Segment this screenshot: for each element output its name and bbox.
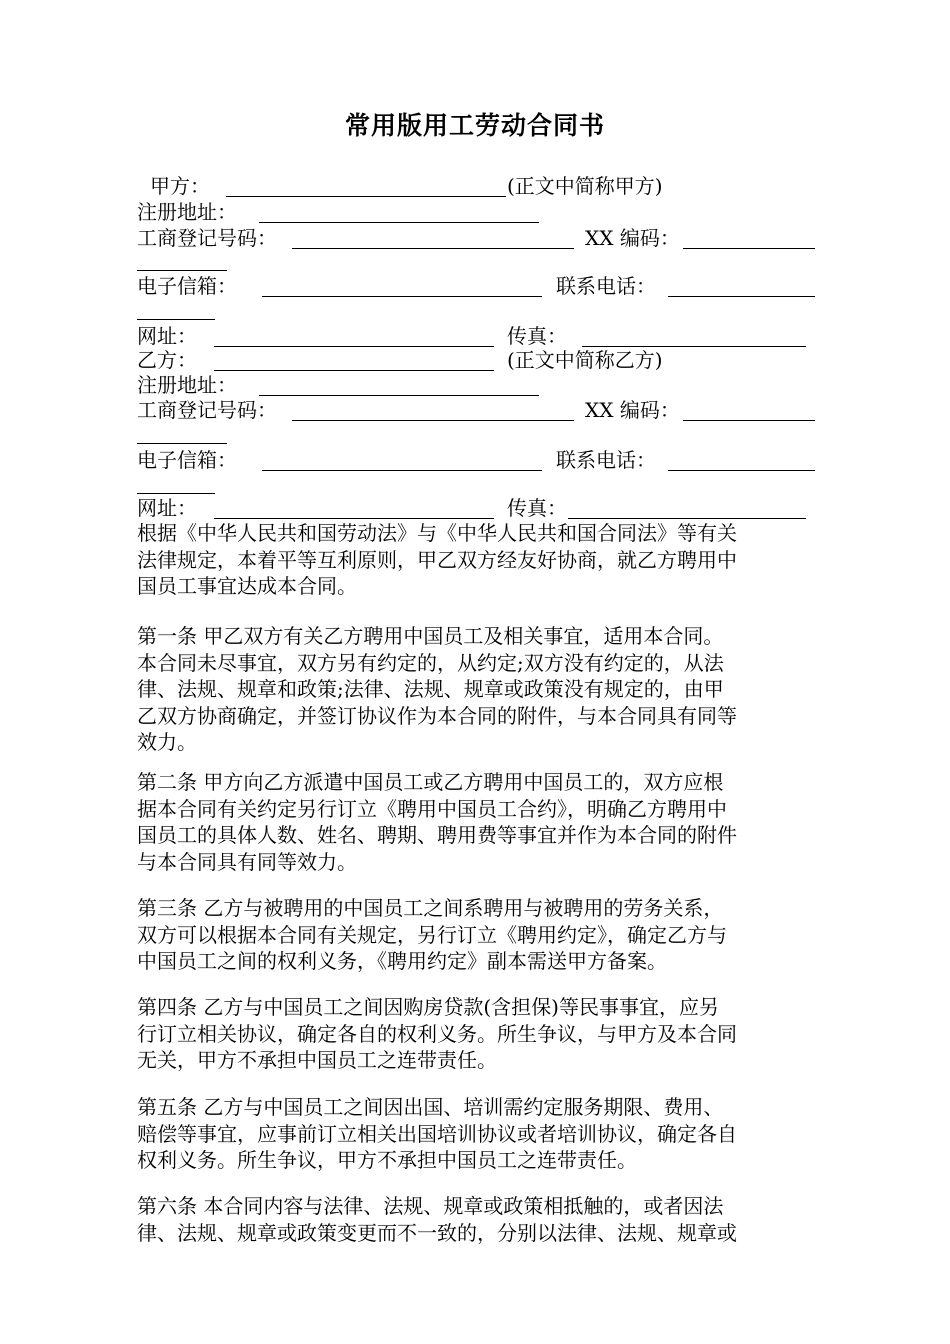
party-a-suffix: (正文中简称甲方) [507, 174, 663, 198]
party-a-address-label: 注册地址： [137, 200, 237, 224]
party-b-fax-label: 传真： [507, 496, 567, 520]
intro-line: 根据《中华人民共和国劳动法》与《中华人民共和国合同法》等有关 [137, 521, 737, 545]
party-a-web-blank [214, 346, 494, 347]
party-a-code-blank [683, 248, 815, 249]
party-a-reg-label: 工商登记号码： [137, 226, 277, 250]
party-b-web-blank [214, 518, 494, 519]
party-b-phone-label: 联系电话： [556, 448, 656, 472]
party-a-phone-blank [668, 296, 815, 297]
party-b-blank [214, 370, 494, 371]
article-line: 第三条 乙方与被聘用的中国员工之间系聘用与被聘用的劳务关系， [137, 896, 724, 920]
article-line: 第一条 甲乙双方有关乙方聘用中国员工及相关事宜，适用本合同。 [137, 624, 724, 648]
party-a-code-blank-cont [137, 270, 227, 271]
party-a-blank [226, 196, 506, 197]
article-5 [137, 1094, 817, 1174]
party-b-code-blank [683, 420, 815, 421]
article-line: 行订立相关协议，确定各自的权利义务。所生争议，与甲方及本合同 [137, 1021, 737, 1046]
article-2 [137, 769, 817, 875]
party-b-phone-blank-cont [137, 493, 215, 494]
party-a-email-label: 电子信箱： [137, 274, 237, 298]
article-line: 第六条 本合同内容与法律、法规、规章或政策相抵触的，或者因法 [137, 1194, 724, 1218]
article-1 [137, 623, 817, 756]
article-line: 中国员工之间的权利义务，《聘用约定》副本需送甲方备案。 [137, 949, 667, 973]
party-b-phone-blank [668, 470, 815, 471]
article-line: 国员工的具体人数、姓名、聘期、聘用费等事宜并作为本合同的附件 [137, 823, 737, 847]
article-line: 无关，甲方不承担中国员工之连带责任。 [137, 1048, 497, 1072]
article-4 [137, 994, 817, 1074]
article-line: 效力。 [137, 730, 197, 754]
article-line: 赔偿等事宜，应事前订立相关出国培训协议或者培训协议，确定各自 [137, 1121, 737, 1146]
party-a-web-label: 网址： [137, 324, 197, 348]
party-a-code-label: XX 编码： [585, 226, 680, 250]
party-b-email-blank [262, 470, 542, 471]
party-b-fax-blank [568, 518, 806, 519]
party-a-address-blank [259, 222, 539, 223]
party-a-email-blank [262, 296, 542, 297]
party-a-phone-label: 联系电话： [556, 274, 656, 298]
article-line: 与本合同具有同等效力。 [137, 849, 357, 874]
party-b-web-label: 网址： [137, 496, 197, 520]
party-b-address-label: 注册地址： [137, 373, 237, 397]
intro-line: 国员工事宜达成本合同。 [137, 574, 357, 598]
party-b-reg-blank [292, 420, 574, 421]
article-line: 第二条 甲方向乙方派遣中国员工或乙方聘用中国员工的，双方应根 [137, 770, 724, 794]
article-3 [137, 895, 817, 975]
document-title: 常用版用工劳动合同书 [344, 111, 605, 140]
article-6 [137, 1193, 817, 1246]
party-a-label: 甲方： [150, 174, 210, 198]
party-a-fax-label: 传真： [507, 324, 567, 348]
intro-paragraph [137, 520, 817, 600]
party-b-code-label: XX 编码： [585, 398, 680, 422]
party-a-reg-blank [292, 248, 574, 249]
article-line: 第四条 乙方与中国员工之间因购房贷款(含担保)等民事事宜，应另 [137, 995, 719, 1019]
article-line: 本合同未尽事宜，双方另有约定的，从约定;双方没有约定的，从法 [137, 650, 724, 675]
party-b-reg-label: 工商登记号码： [137, 398, 277, 422]
article-line: 据本合同有关约定另行订立《聘用中国员工合约》，明确乙方聘用中 [137, 796, 727, 821]
article-line: 第五条 乙方与中国员工之间因出国、培训需约定服务期限、费用、 [137, 1095, 724, 1119]
article-line: 权利义务。所生争议，甲方不承担中国员工之连带责任。 [137, 1148, 637, 1172]
party-a-phone-blank-cont [137, 319, 215, 320]
article-line: 双方可以根据本合同有关规定，另行订立《聘用约定》，确定乙方与 [137, 922, 727, 947]
intro-line: 法律规定，本着平等互利原则，甲乙双方经友好协商，就乙方聘用中 [137, 547, 737, 572]
party-b-label: 乙方： [137, 348, 197, 372]
party-b-address-blank [259, 395, 539, 396]
party-b-code-blank-cont [137, 443, 227, 444]
article-line: 乙双方协商确定，并签订协议作为本合同的附件，与本合同具有同等 [137, 703, 737, 728]
article-line: 律、法规、规章或政策变更而不一致的，分别以法律、法规、规章或 [137, 1220, 737, 1245]
party-b-suffix: (正文中简称乙方) [507, 348, 663, 372]
article-line: 律、法规、规章和政策;法律、法规、规章或政策没有规定的，由甲 [137, 677, 724, 701]
party-b-email-label: 电子信箱： [137, 448, 237, 472]
